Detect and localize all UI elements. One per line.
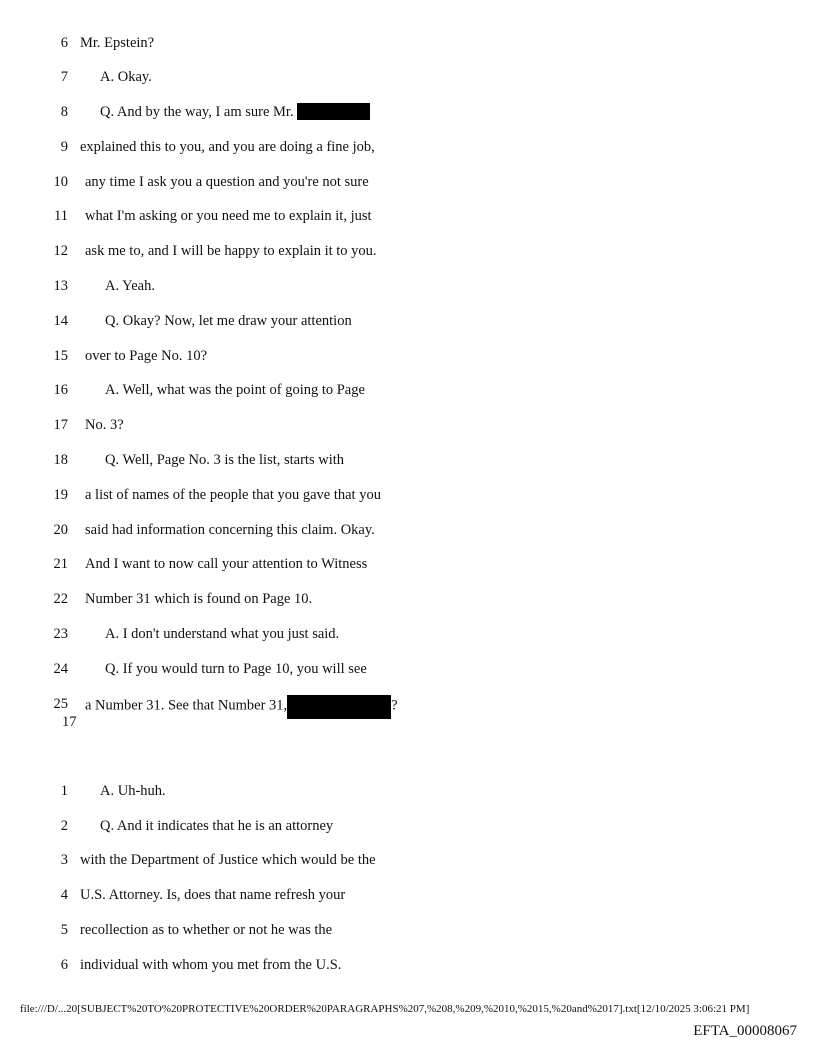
line-number: 16: [53, 382, 68, 398]
line-number: 3: [60, 852, 68, 868]
line-number: 23: [53, 626, 68, 642]
line-text: what I'm asking or you need me to explain it, just: [85, 208, 372, 224]
line-number: 1: [60, 783, 68, 799]
line-text: any time I ask you a question and you're not sure: [85, 174, 369, 190]
line-number: 17: [53, 417, 68, 433]
line-text: Mr. Epstein?: [80, 35, 155, 51]
line-text: said had information concerning this claim. Okay.: [85, 522, 375, 538]
line-text: Q. Okay? Now, let me draw your attention: [105, 313, 352, 329]
line-number: 18: [53, 452, 68, 468]
line-number: 20: [53, 522, 68, 538]
line-text: No. 3?: [85, 417, 124, 433]
line-text-end: ?: [391, 697, 398, 714]
line-text: recollection as to whether or not he was the: [80, 922, 333, 938]
line-number: 11: [54, 208, 68, 224]
line-number: 10: [53, 174, 68, 190]
line-text: with the Department of Justice which would be the: [80, 852, 376, 868]
line-text: A. I don't understand what you just said.: [105, 626, 340, 642]
line-number: 8: [60, 104, 68, 120]
line-number: 7: [60, 69, 68, 85]
line-number: 22: [53, 591, 68, 607]
line-text: A. Uh-huh.: [100, 783, 166, 799]
line-number: 4: [60, 887, 68, 903]
line-number: 15: [53, 348, 68, 364]
line-text: a Number 31. See that Number 31,: [85, 697, 288, 714]
line-number: 19: [53, 487, 68, 503]
footer-file-path: file:///D/...20[SUBJECT%20TO%20PROTECTIVE%20ORDER%20PARAGRAPHS%207,%208,%209,%2010,%2015,%20and%2017].txt[12/10/2025 3:06:21 PM]: [20, 1003, 750, 1015]
line-number: 14: [53, 313, 68, 329]
page-number: 17: [62, 714, 77, 730]
line-text: over to Page No. 10?: [85, 348, 208, 364]
line-text: A. Yeah.: [105, 278, 155, 294]
line-text: individual with whom you met from the U.S.: [80, 957, 342, 973]
line-text: Q. If you would turn to Page 10, you will see: [105, 661, 367, 677]
line-text: explained this to you, and you are doing a fine job,: [80, 139, 375, 155]
line-text: Q. And it indicates that he is an attorney: [100, 818, 334, 834]
line-number: 9: [60, 139, 68, 155]
document-id: EFTA_00008067: [693, 1023, 797, 1039]
redaction-box: [297, 103, 370, 120]
line-number: 24: [53, 661, 68, 677]
line-number: 25: [53, 696, 68, 712]
line-text: U.S. Attorney. Is, does that name refresh your: [80, 887, 346, 903]
line-text: Q. And by the way, I am sure Mr.: [100, 104, 294, 120]
line-number: 12: [53, 243, 68, 259]
line-text: And I want to now call your attention to Witness: [85, 556, 368, 572]
line-number: 21: [53, 556, 68, 572]
line-text: Number 31 which is found on Page 10.: [85, 591, 313, 607]
redaction-box: [287, 695, 391, 719]
line-number: 13: [53, 278, 68, 294]
line-text: a list of names of the people that you gave that you: [85, 487, 381, 503]
line-text: A. Okay.: [100, 69, 152, 85]
line-number: 6: [60, 957, 68, 973]
line-text: Q. Well, Page No. 3 is the list, starts with: [105, 452, 345, 468]
line-text: A. Well, what was the point of going to Page: [105, 382, 365, 398]
line-text: ask me to, and I will be happy to explain it to you.: [85, 243, 377, 259]
line-number: 6: [60, 35, 68, 51]
line-number: 5: [60, 922, 68, 938]
line-number: 2: [60, 818, 68, 834]
